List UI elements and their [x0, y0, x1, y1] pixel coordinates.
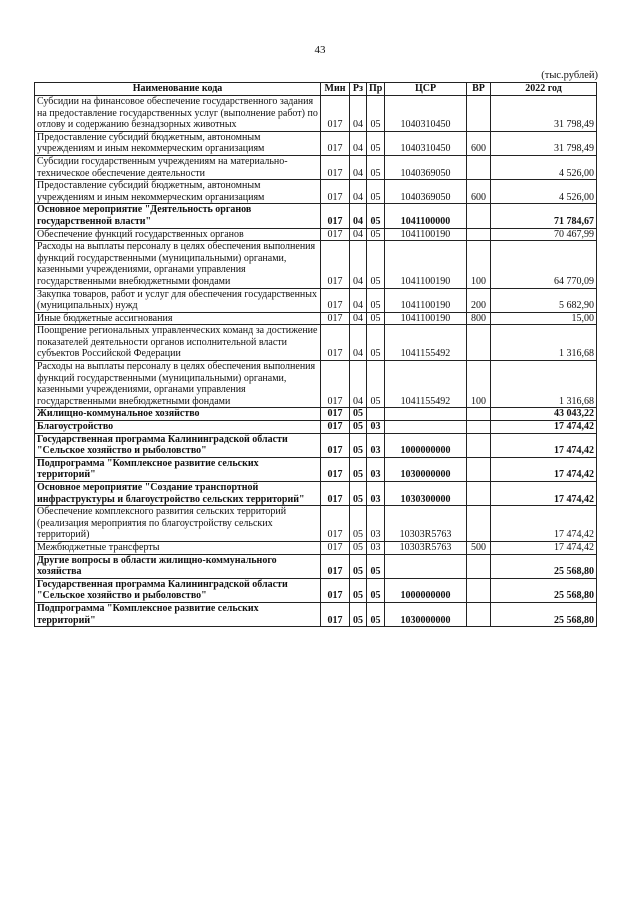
table-row — [35, 541, 597, 554]
row-name: Поощрение региональных управленческих команд за достижение показателей деятельности органов исполнительной власти субъектов Российской Федерации — [35, 325, 321, 361]
row-name: Предоставление субсидий бюджетным, автономным учреждениям и иным некоммерческим организациям — [35, 131, 321, 155]
row-pr: 03 — [367, 433, 385, 457]
row-vr — [467, 457, 491, 481]
row-amount: 25 568,80 — [491, 554, 597, 578]
row-pr: 05 — [367, 155, 385, 179]
row-name: Предоставление субсидий бюджетным, автономным учреждениям и иным некоммерческим организациям — [35, 180, 321, 204]
row-vr — [467, 421, 491, 434]
row-pr: 03 — [367, 421, 385, 434]
row-vr — [467, 408, 491, 421]
table-body — [35, 96, 597, 627]
row-csr — [385, 554, 467, 578]
row-csr: 1041155492 — [385, 361, 467, 408]
row-name: Благоустройство — [35, 421, 321, 434]
row-rz: 04 — [350, 325, 367, 361]
row-rz: 05 — [350, 433, 367, 457]
row-amount: 31 798,49 — [491, 96, 597, 132]
row-min: 017 — [321, 288, 350, 312]
row-min: 017 — [321, 131, 350, 155]
header-min: Мин — [321, 83, 350, 96]
row-csr: 10303R5763 — [385, 506, 467, 542]
table-row — [35, 578, 597, 602]
header-rz: Рз — [350, 83, 367, 96]
table-row — [35, 506, 597, 542]
row-amount: 17 474,42 — [491, 433, 597, 457]
row-csr: 1040310450 — [385, 96, 467, 132]
row-pr: 05 — [367, 554, 385, 578]
row-min: 017 — [321, 506, 350, 542]
row-name: Подпрограмма "Комплексное развитие сельских территорий" — [35, 602, 321, 626]
row-name: Государственная программа Калининградской области "Сельское хозяйство и рыболовство" — [35, 578, 321, 602]
row-vr: 600 — [467, 180, 491, 204]
row-min: 017 — [321, 482, 350, 506]
row-pr: 03 — [367, 541, 385, 554]
row-pr: 03 — [367, 457, 385, 481]
row-min: 017 — [321, 457, 350, 481]
row-vr — [467, 506, 491, 542]
row-rz: 05 — [350, 482, 367, 506]
row-name: Основное мероприятие "Создание транспортной инфраструктуры и благоустройство сельских территорий" — [35, 482, 321, 506]
header-year: 2022 год — [491, 83, 597, 96]
row-name: Расходы на выплаты персоналу в целях обеспечения выполнения функций государственными (муниципальными) органами, казенными учреждениями, органами управления государственными внебюджетными фондами — [35, 241, 321, 288]
table-row — [35, 288, 597, 312]
table-row — [35, 228, 597, 241]
table-row — [35, 204, 597, 228]
row-min: 017 — [321, 228, 350, 241]
row-amount: 4 526,00 — [491, 155, 597, 179]
row-rz: 05 — [350, 421, 367, 434]
table-row — [35, 180, 597, 204]
table-row — [35, 421, 597, 434]
table-row — [35, 482, 597, 506]
row-vr — [467, 433, 491, 457]
table-row — [35, 312, 597, 325]
row-pr — [367, 408, 385, 421]
row-name: Обеспечение функций государственных органов — [35, 228, 321, 241]
header-name: Наименование кода — [35, 83, 321, 96]
row-amount: 17 474,42 — [491, 506, 597, 542]
row-min: 017 — [321, 204, 350, 228]
row-min: 017 — [321, 312, 350, 325]
row-csr: 1041100000 — [385, 204, 467, 228]
row-pr: 05 — [367, 288, 385, 312]
row-rz: 04 — [350, 228, 367, 241]
row-amount: 17 474,42 — [491, 421, 597, 434]
row-min: 017 — [321, 421, 350, 434]
row-vr: 800 — [467, 312, 491, 325]
row-rz: 04 — [350, 180, 367, 204]
row-csr: 10303R5763 — [385, 541, 467, 554]
row-rz: 05 — [350, 506, 367, 542]
row-amount: 4 526,00 — [491, 180, 597, 204]
row-vr — [467, 482, 491, 506]
row-pr: 03 — [367, 506, 385, 542]
table-row — [35, 554, 597, 578]
table-row — [35, 433, 597, 457]
row-amount: 25 568,80 — [491, 602, 597, 626]
row-pr: 05 — [367, 180, 385, 204]
row-pr: 05 — [367, 228, 385, 241]
unit-note: (тыс.рублей) — [541, 70, 598, 81]
row-csr: 1041155492 — [385, 325, 467, 361]
row-csr: 1030000000 — [385, 602, 467, 626]
row-csr — [385, 421, 467, 434]
row-amount: 70 467,99 — [491, 228, 597, 241]
row-name: Иные бюджетные ассигнования — [35, 312, 321, 325]
row-vr — [467, 578, 491, 602]
row-pr: 05 — [367, 131, 385, 155]
row-vr — [467, 325, 491, 361]
row-name: Субсидии на финансовое обеспечение государственного задания на предоставление государственных услуг (выполнение работ) по отлову и содержанию безнадзорных животных — [35, 96, 321, 132]
row-csr: 1030300000 — [385, 482, 467, 506]
row-pr: 05 — [367, 96, 385, 132]
row-min: 017 — [321, 602, 350, 626]
row-amount: 17 474,42 — [491, 457, 597, 481]
row-min: 017 — [321, 325, 350, 361]
row-min: 017 — [321, 96, 350, 132]
row-vr — [467, 155, 491, 179]
row-amount: 43 043,22 — [491, 408, 597, 421]
row-rz: 04 — [350, 155, 367, 179]
page-number: 43 — [314, 44, 326, 56]
row-csr: 1040369050 — [385, 180, 467, 204]
table-header-row — [35, 83, 597, 96]
row-pr: 05 — [367, 312, 385, 325]
row-min: 017 — [321, 578, 350, 602]
row-vr: 100 — [467, 241, 491, 288]
row-rz: 05 — [350, 578, 367, 602]
row-min: 017 — [321, 408, 350, 421]
table-row — [35, 602, 597, 626]
row-rz: 05 — [350, 602, 367, 626]
row-min: 017 — [321, 180, 350, 204]
row-csr: 1041100190 — [385, 228, 467, 241]
row-vr: 100 — [467, 361, 491, 408]
table-row — [35, 131, 597, 155]
row-name: Межбюджетные трансферты — [35, 541, 321, 554]
row-pr: 05 — [367, 204, 385, 228]
row-csr: 1030000000 — [385, 457, 467, 481]
row-rz: 05 — [350, 541, 367, 554]
row-rz: 05 — [350, 457, 367, 481]
header-vr: ВР — [467, 83, 491, 96]
row-name: Закупка товаров, работ и услуг для обеспечения государственных (муниципальных) нужд — [35, 288, 321, 312]
row-vr — [467, 204, 491, 228]
budget-table — [34, 82, 597, 627]
row-csr: 1000000000 — [385, 433, 467, 457]
row-name: Подпрограмма "Комплексное развитие сельских территорий" — [35, 457, 321, 481]
row-vr — [467, 602, 491, 626]
row-amount: 17 474,42 — [491, 482, 597, 506]
row-min: 017 — [321, 541, 350, 554]
row-min: 017 — [321, 155, 350, 179]
row-rz: 04 — [350, 312, 367, 325]
table-row — [35, 241, 597, 288]
row-name: Расходы на выплаты персоналу в целях обеспечения выполнения функций государственными (муниципальными) органами, казенными учреждениями, органами управления государственными внебюджетными фондами — [35, 361, 321, 408]
row-amount: 31 798,49 — [491, 131, 597, 155]
table-row — [35, 96, 597, 132]
row-vr — [467, 96, 491, 132]
row-pr: 05 — [367, 325, 385, 361]
table-row — [35, 361, 597, 408]
row-csr: 1041100190 — [385, 288, 467, 312]
row-csr: 1041100190 — [385, 312, 467, 325]
row-amount: 64 770,09 — [491, 241, 597, 288]
row-amount: 25 568,80 — [491, 578, 597, 602]
table-row — [35, 155, 597, 179]
row-rz: 05 — [350, 408, 367, 421]
row-pr: 05 — [367, 578, 385, 602]
row-name: Основное мероприятие "Деятельность органов государственной власти" — [35, 204, 321, 228]
row-amount: 71 784,67 — [491, 204, 597, 228]
header-pr: Пр — [367, 83, 385, 96]
row-csr: 1041100190 — [385, 241, 467, 288]
header-csr: ЦСР — [385, 83, 467, 96]
row-rz: 04 — [350, 361, 367, 408]
row-min: 017 — [321, 361, 350, 408]
row-name: Жилищно-коммунальное хозяйство — [35, 408, 321, 421]
row-amount: 5 682,90 — [491, 288, 597, 312]
row-vr — [467, 554, 491, 578]
row-name: Обеспечение комплексного развития сельских территорий (реализация мероприятия по благоустройству сельских территорий) — [35, 506, 321, 542]
row-rz: 04 — [350, 288, 367, 312]
row-pr: 05 — [367, 241, 385, 288]
row-csr: 1040369050 — [385, 155, 467, 179]
row-min: 017 — [321, 433, 350, 457]
table-row — [35, 408, 597, 421]
row-amount: 1 316,68 — [491, 361, 597, 408]
row-rz: 04 — [350, 96, 367, 132]
row-csr — [385, 408, 467, 421]
row-csr: 1040310450 — [385, 131, 467, 155]
row-rz: 04 — [350, 204, 367, 228]
row-min: 017 — [321, 554, 350, 578]
table-row — [35, 457, 597, 481]
row-csr: 1000000000 — [385, 578, 467, 602]
row-pr: 05 — [367, 361, 385, 408]
row-vr: 200 — [467, 288, 491, 312]
row-amount: 17 474,42 — [491, 541, 597, 554]
row-pr: 03 — [367, 482, 385, 506]
row-vr: 600 — [467, 131, 491, 155]
row-name: Государственная программа Калининградской области "Сельское хозяйство и рыболовство" — [35, 433, 321, 457]
row-name: Другие вопросы в области жилищно-коммунального хозяйства — [35, 554, 321, 578]
table-row — [35, 325, 597, 361]
row-rz: 04 — [350, 241, 367, 288]
row-pr: 05 — [367, 602, 385, 626]
row-name: Субсидии государственным учреждениям на материально-техническое обеспечение деятельности — [35, 155, 321, 179]
row-rz: 05 — [350, 554, 367, 578]
row-rz: 04 — [350, 131, 367, 155]
row-amount: 15,00 — [491, 312, 597, 325]
row-amount: 1 316,68 — [491, 325, 597, 361]
row-vr — [467, 228, 491, 241]
row-vr: 500 — [467, 541, 491, 554]
row-min: 017 — [321, 241, 350, 288]
